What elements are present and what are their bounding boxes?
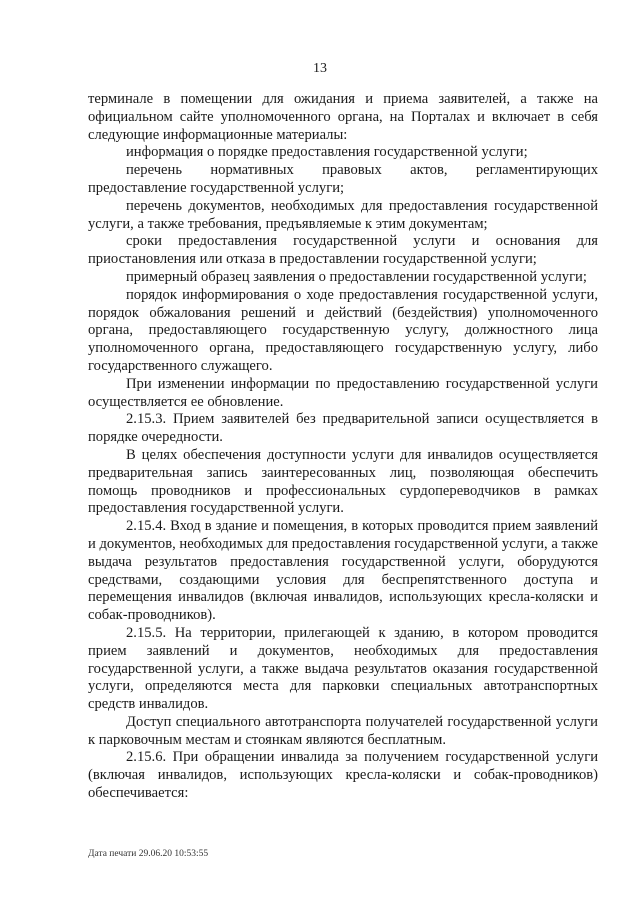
paragraph: сроки предоставления государственной услуги и основания для приостановления или отказа в предоставлении государственной услуги; — [88, 233, 598, 268]
paragraph: При изменении информации по предоставлению государственной услуги осуществляется ее обновление. — [88, 375, 598, 410]
paragraph: 2.15.4. Вход в здание и помещения, в которых проводится прием заявлений и документов, необходимых для предоставления государственной услуги, а также выдача результатов предоставления государственной услуги, оборудуются средствами, создающими условия для беспрепятственного доступа и перемещения инвалидов (включая инвалидов, использующих кресла-коляски и собак-проводников). — [88, 518, 598, 624]
paragraph: Доступ специального автотранспорта получателей государственной услуги к парковочным местам и стоянкам являются бесплатным. — [88, 713, 598, 748]
paragraph: перечень нормативных правовых актов, регламентирующих предоставление государственной услуги; — [88, 162, 598, 196]
paragraph: примерный образец заявления о предоставлении государственной услуги; — [126, 268, 587, 285]
paragraph: В целях обеспечения доступности услуги для инвалидов осуществляется предварительная запись заинтересованных лиц, позволяющая обеспечить помощь проводников и профессиональных сурдопереводчиков в рамках предоставления государственной услуги. — [88, 446, 598, 517]
paragraph: терминале в помещении для ожидания и приема заявителей, а также на официальном сайте уполномоченного органа, на Порталах и включает в себя следующие информационные материалы: — [88, 91, 598, 143]
print-date-footer: Дата печати 29.06.20 10:53:55 — [88, 849, 209, 859]
paragraph: порядок информирования о ходе предоставления государственной услуги, порядок обжалования решений и действий (бездействия) уполномоченного органа, предоставляющего государственную услугу, должностного лица уполномоченного органа, предоставляющего государственную услугу, либо государственного служащего. — [88, 286, 598, 374]
paragraph: 2.15.3. Прием заявителей без предварительной записи осуществляется в порядке очередности. — [88, 411, 598, 446]
paragraph: 2.15.6. При обращении инвалида за получением государственной услуги (включая инвалидов, использующих кресла-коляски и собак-проводников) обеспечивается: — [88, 749, 598, 802]
paragraph: перечень документов, необходимых для предоставления государственной услуги, а также требования, предъявляемые к этим документам; — [88, 197, 598, 232]
paragraph: 2.15.5. На территории, прилегающей к зданию, в котором проводится прием заявлений и документов, необходимых для предоставления государственной услуги, а также выдача результатов оказания государственной услуги, определяются места для парковки специальных автотранспортных средств инвалидов. — [88, 624, 598, 713]
document-body — [88, 91, 598, 803]
page-number: 13 — [313, 61, 327, 76]
paragraph: информация о порядке предоставления государственной услуги; — [126, 144, 528, 161]
